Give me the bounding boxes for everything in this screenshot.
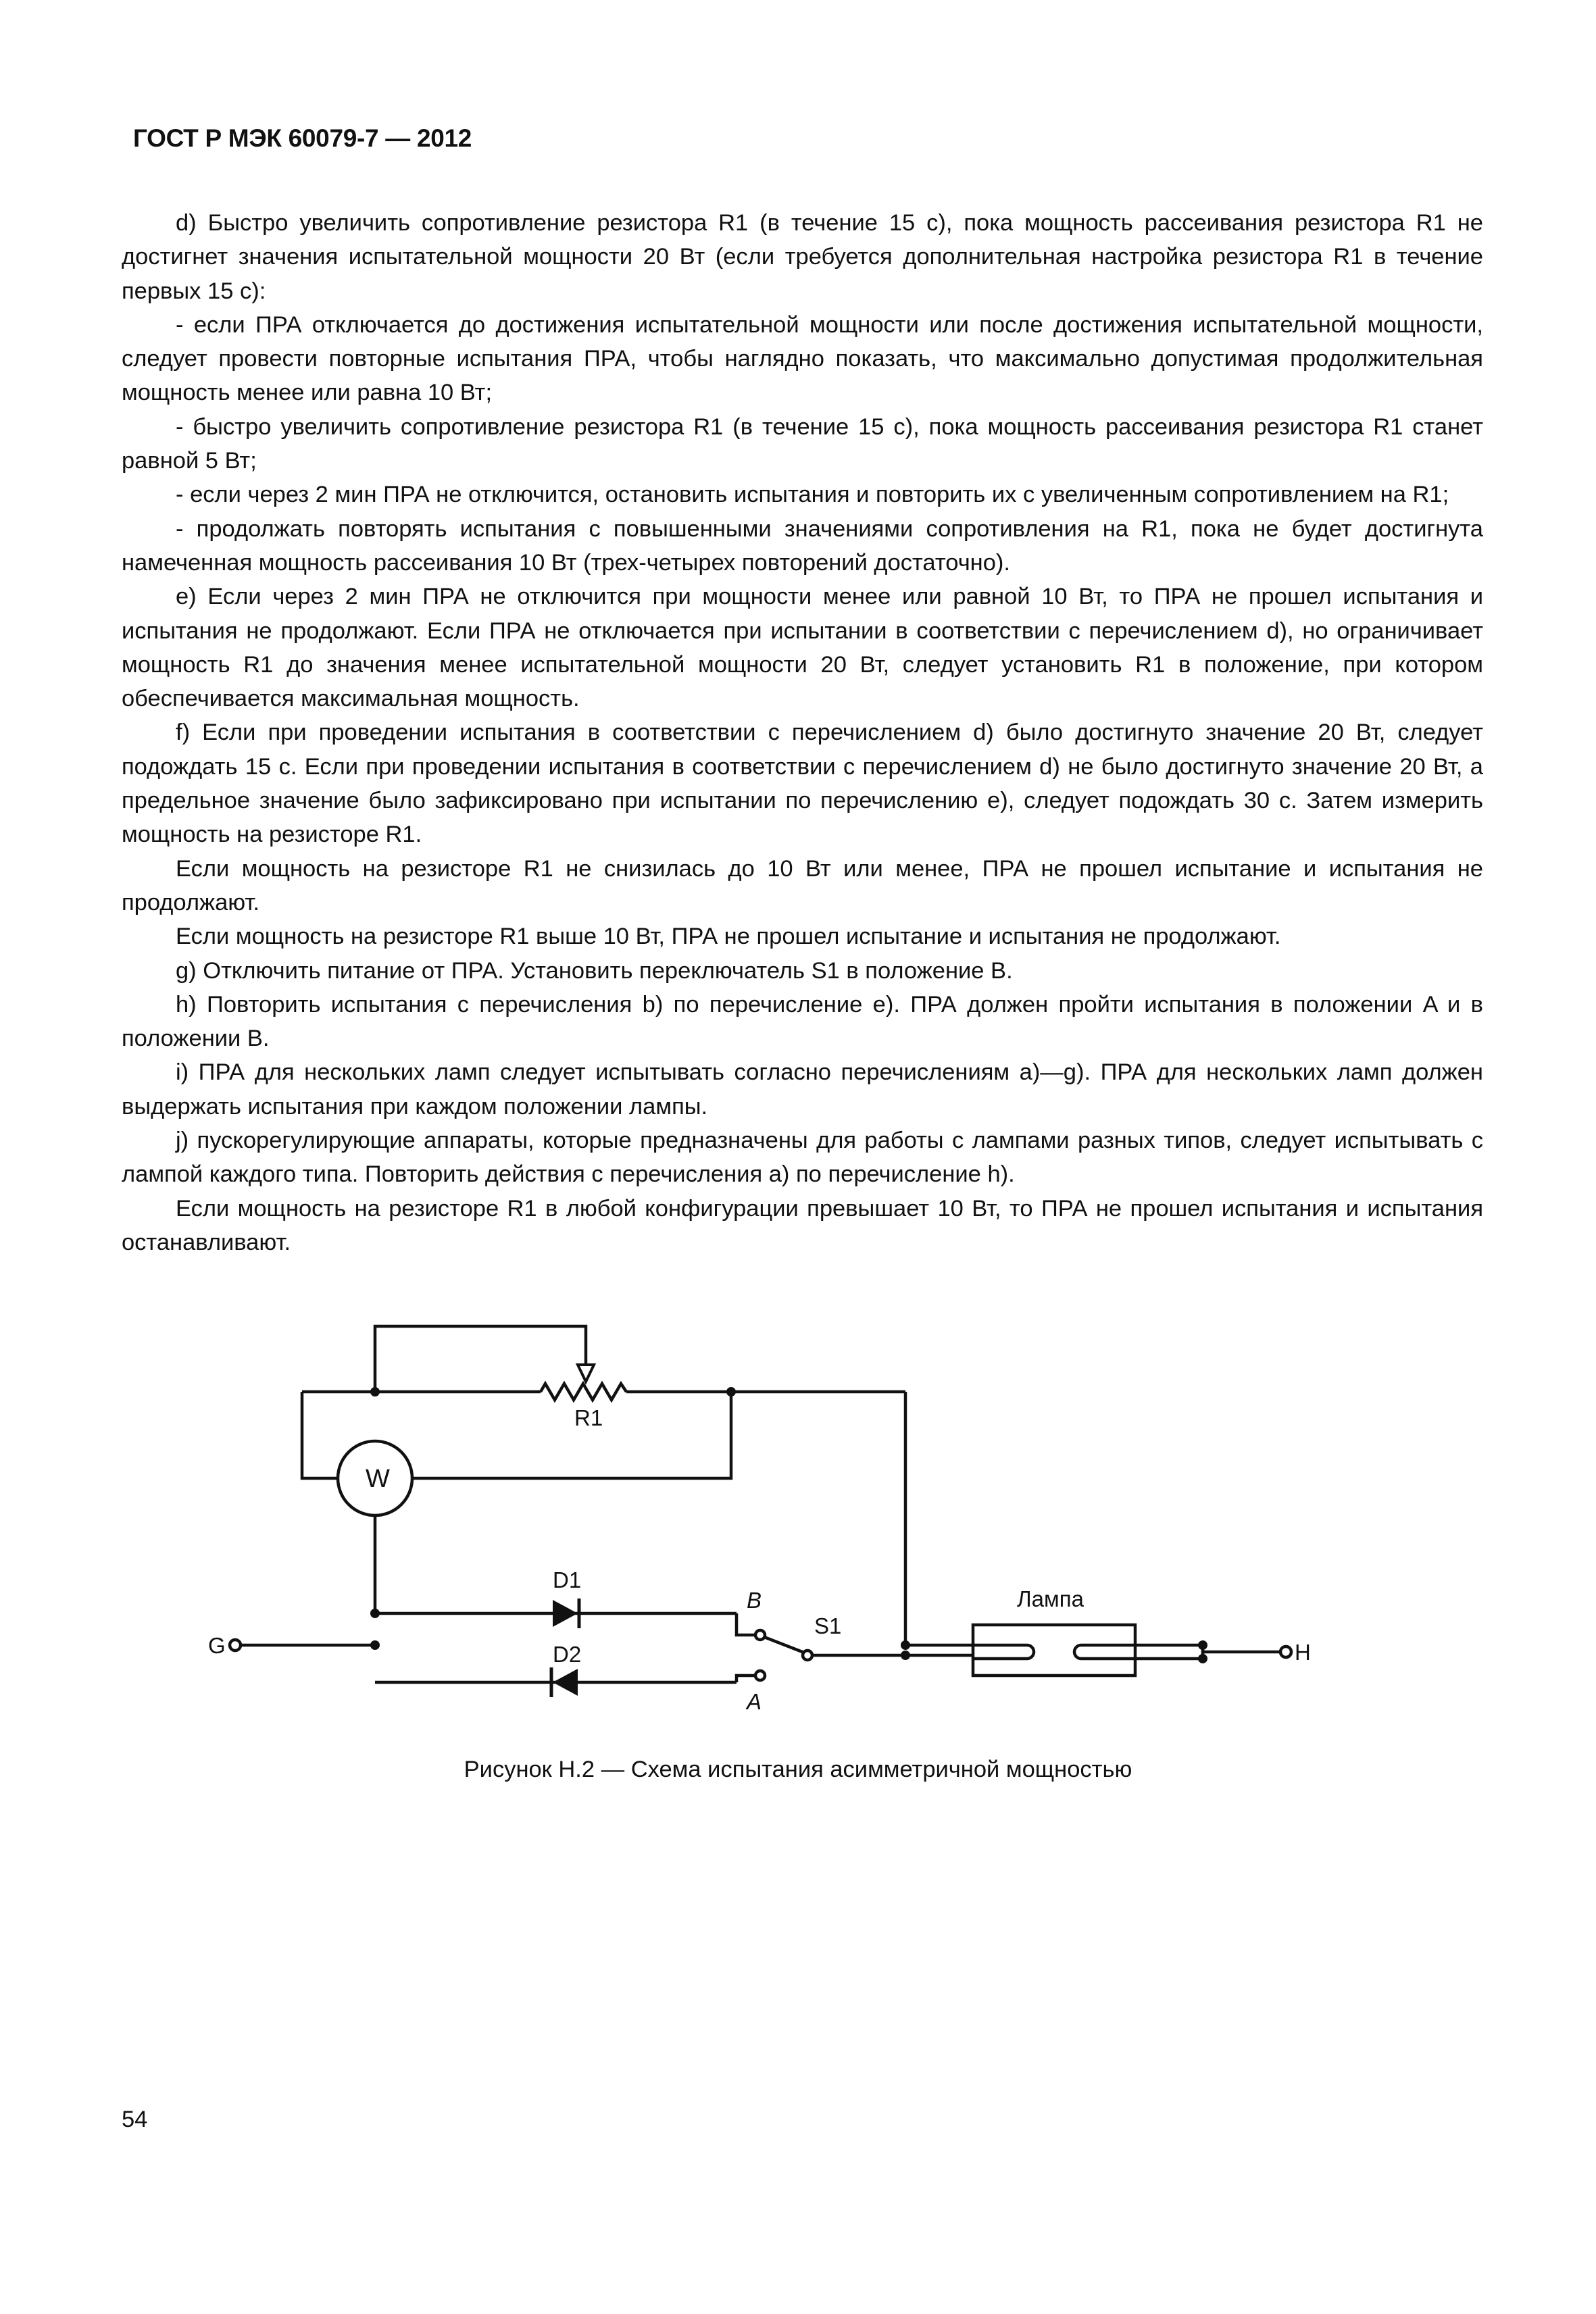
paragraph: Если мощность на резисторе R1 не снизилась до 10 Вт или менее, ПРА не прошел испытание и испытания не продолжают. [122, 855, 1483, 915]
label-h: H [1295, 1640, 1311, 1665]
label-g: G [208, 1633, 226, 1658]
junction-dot [370, 1640, 380, 1650]
label-s1: S1 [814, 1613, 842, 1638]
paragraph: g) Отключить питание от ПРА. Установить переключатель S1 в положение B. [176, 957, 1013, 984]
terminal-h [1280, 1646, 1291, 1657]
switch-contact-a [755, 1671, 765, 1680]
wiper-arrow [578, 1365, 594, 1382]
body-text [122, 206, 1483, 1259]
circuit-diagram [169, 1324, 1351, 1730]
paragraph: - быстро увеличить сопротивление резистора R1 (в течение 15 с), пока мощность рассеивания резистора R1 станет равной 5 Вт; [122, 413, 1483, 474]
paragraph: e) Если через 2 мин ПРА не отключится при мощности менее или равной 10 Вт, то ПРА не прошел испытания и испытания не продолжают. Если ПРА не отключается при испытании в соответствии с перечислением d), но ограничивает мощность R1 до значения менее испытательной мощности 20 Вт, следует установить R1 в положение, при котором обеспечивается максимальная мощность. [122, 584, 1483, 712]
label-a: A [747, 1689, 762, 1714]
paragraph: - продолжать повторять испытания с повышенными значениями сопротивления на R1, пока не будет достигнута намеченная мощность рассеивания 10 Вт (трех-четырех повторений достаточно). [122, 515, 1483, 576]
diode-d2 [551, 1667, 578, 1697]
label-r1: R1 [574, 1405, 603, 1430]
page-number: 54 [122, 2107, 148, 2132]
wiper-wire [375, 1326, 586, 1392]
resistor-r1 [541, 1384, 626, 1400]
junction-dot [370, 1609, 380, 1618]
paragraph: f) Если при проведении испытания в соответствии с перечислением d) было достигнуто значение 20 Вт, следует подождать 15 с. Если при проведении испытания в соответствии с перечислением d) не было достигнуто значение 20 Вт, а предельное значение было зафиксировано при испытании по перечислению e), следует подождать 30 с. Затем измерить мощность на резисторе R1. [122, 720, 1483, 848]
junction-dot [370, 1387, 380, 1397]
lamp-filament-right [1074, 1645, 1135, 1659]
paragraph: - если через 2 мин ПРА не отключится, остановить испытания и повторить их с увеличенным сопротивлением на R1; [176, 482, 1449, 508]
wire-b [737, 1613, 757, 1635]
label-b: B [747, 1588, 762, 1613]
junction-dot [1198, 1654, 1207, 1663]
paragraph: j) пускорегулирующие аппараты, которые предназначены для работы с лампами разных типов, следует испытывать с лампой каждого типа. Повторить действия с перечисления a) по перечисление h). [122, 1128, 1483, 1188]
diode-d1 [553, 1599, 579, 1628]
switch-blade [764, 1637, 804, 1653]
document-header: ГОСТ Р МЭК 60079-7 — 2012 [133, 124, 472, 152]
lamp-tube [973, 1625, 1135, 1676]
paragraph: d) Быстро увеличить сопротивление резистора R1 (в течение 15 с), пока мощность рассеивания резистора R1 не достигнет значения испытательной мощности 20 Вт (если требуется дополнительная настройка резистора R1 в течение первых 15 с): [122, 210, 1483, 304]
junction-dot [901, 1640, 910, 1650]
paragraph: - если ПРА отключается до достижения испытательной мощности или после достижения испытательной мощности, следует провести повторные испытания ПРА, чтобы наглядно показать, что максимально допустимая продолжительная мощность менее или равна 10 Вт; [122, 311, 1483, 406]
label-lamp: Лампа [1017, 1586, 1084, 1611]
label-d2: D2 [553, 1642, 582, 1667]
wire-a [737, 1676, 757, 1682]
paragraph: i) ПРА для нескольких ламп следует испытывать согласно перечислениям a)—g). ПРА для нескольких ламп должен выдержать испытания при каждом положении лампы. [122, 1059, 1483, 1120]
label-w: W [366, 1465, 390, 1493]
junction-dot [726, 1387, 736, 1397]
label-d1: D1 [553, 1567, 582, 1592]
junction-dot [1198, 1640, 1207, 1650]
figure-caption: Рисунок H.2 — Схема испытания асимметричной мощностью [464, 1757, 1132, 1782]
lamp-filament-left [973, 1645, 1034, 1659]
terminal-g [230, 1640, 241, 1651]
circuit-svg [169, 1324, 1351, 1730]
switch-contact-b [755, 1630, 765, 1640]
wattmeter-loop-right [412, 1392, 731, 1478]
paragraph: Если мощность на резисторе R1 в любой конфигурации превышает 10 Вт, то ПРА не прошел испытания и испытания останавливают. [122, 1195, 1483, 1255]
paragraph: Если мощность на резисторе R1 выше 10 Вт, ПРА не прошел испытание и испытания не продолжают. [176, 924, 1281, 950]
junction-dot [901, 1651, 910, 1660]
wattmeter-loop-left [302, 1392, 338, 1478]
paragraph: h) Повторить испытания с перечисления b) по перечисление e). ПРА должен пройти испытания в положении A и в положении B. [122, 991, 1483, 1052]
